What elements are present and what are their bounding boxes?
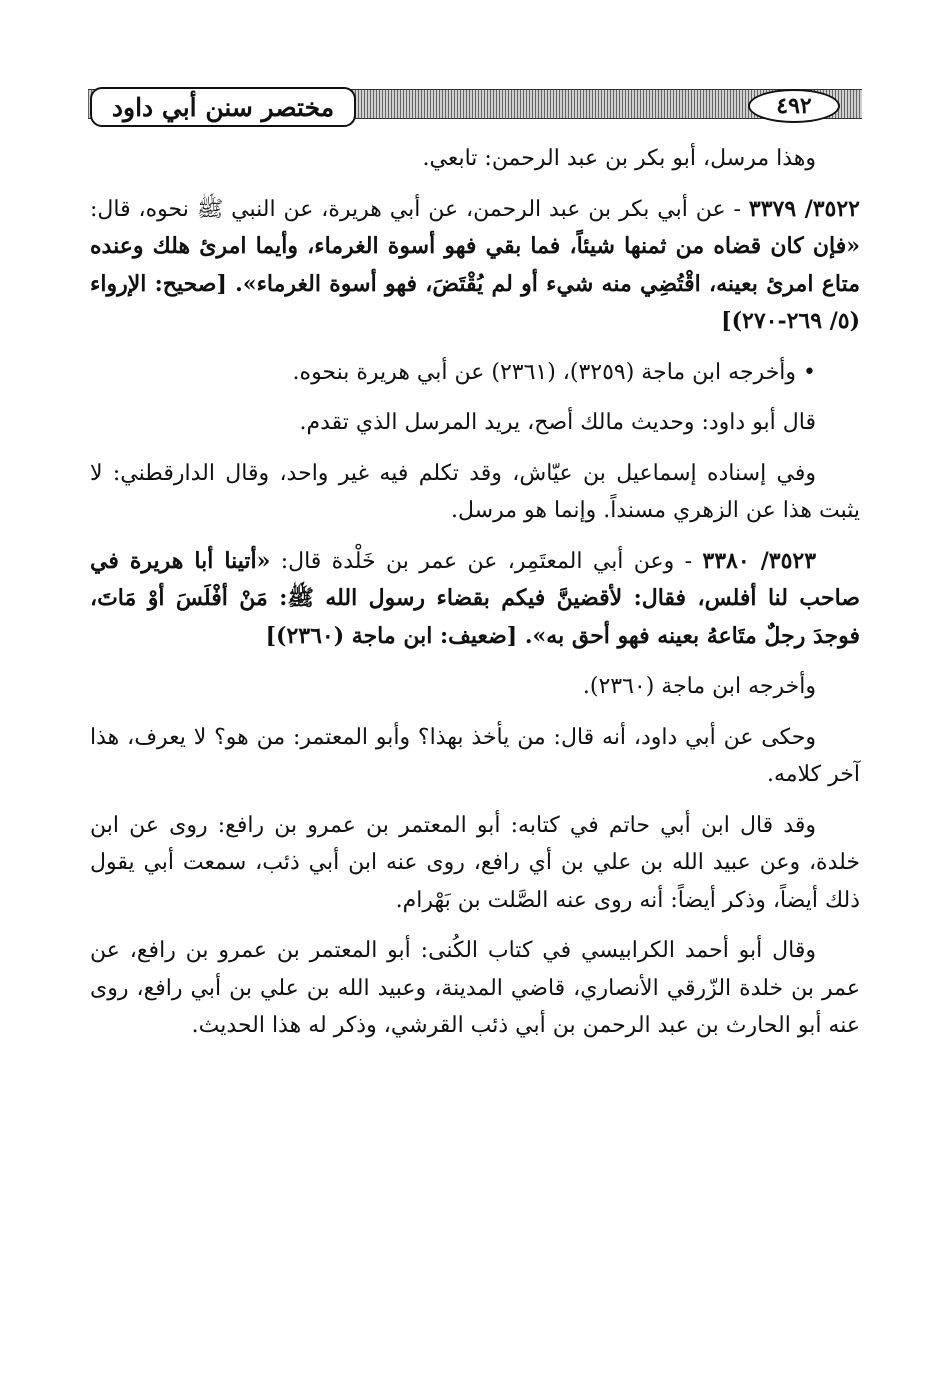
paragraph-text: قال أبو داود: وحديث مالك أصح، يريد المرسل الذي تقدم. — [299, 410, 816, 435]
paragraph-text: وحكى عن أبي داود، أنه قال: من يأخذ بهذا؟ وأبو المعتمر: من هو؟ لا يعرف، هذا آخر كلامه. — [90, 724, 860, 787]
book-title: مختصر سنن أبي داود — [90, 87, 356, 127]
hadith-number: ٣٥٢٣/ ٣٣٨٠ — [702, 547, 817, 574]
hadith-chain: - عن أبي بكر بن عبد الرحمن، عن أبي هريرة، عن النبي ﷺ نحوه، قال: — [90, 196, 741, 222]
paragraph-text: وقال أبو أحمد الكرابيسي في كتاب الكُنى: أبو المعتمر بن عمرو بن رافع، عن عمر بن خلدة الزّرقي الأنصاري، قاضي المدينة، وعبيد الله بن علي بن أبي رافع، روى عنه أبو الحارث بن عبد الرحمن بن أبي ذئب القرشي، وذكر له هذا الحديث. — [90, 938, 860, 1038]
page-number: ٤٩٢ — [748, 89, 840, 123]
paragraph — [90, 807, 860, 920]
paragraph — [90, 354, 860, 392]
paragraph — [90, 140, 860, 178]
paragraph — [90, 455, 860, 530]
hadith-text: «فإن كان قضاه من ثمنها شيئاً، فما بقي فهو أسوة الغرماء، وأيما امرئ هلك وعنده متاع امرئ بعينه، اقْتُضِي منه شيء أو لم يُقْتَضَ، فهو أسوة الغرماء». [صحيح: الإرواء (٥/ ٢٦٩-٢٧٠)] — [90, 233, 860, 334]
paragraph-text: وأخرجه ابن ماجة (٢٣٦٠). — [582, 674, 816, 699]
hadith-text: «أتينا أبا هريرة في صاحب لنا أفلس، فقال: لأقضينَّ فيكم بقضاء رسول الله ﷺ: مَنْ أفْلَسَ أوْ مَاتَ، فوجدَ رجلٌ متَاعهُ بعينه فهو أحق به». [ضعيف: ابن ماجة (٢٣٦٠)] — [90, 547, 860, 649]
paragraph — [90, 719, 860, 794]
hadith-chain: - وعن أبي المعتَمِر، عن عمر بن خَلْدة قال: — [280, 548, 693, 574]
hadith-entry — [90, 543, 860, 656]
paragraph-text: وهذا مرسل، أبو بكر بن عبد الرحمن: تابعي. — [422, 146, 816, 171]
paragraph-text: وفي إسناده إسماعيل بن عيّاش، وقد تكلم فيه غير واحد، وقال الدارقطني: لا يثبت هذا عن الزهري مسنداً. وإنما هو مرسل. — [90, 460, 860, 523]
page-header — [88, 87, 862, 127]
paragraph — [90, 404, 860, 442]
paragraph-text: وقد قال ابن أبي حاتم في كتابه: أبو المعتمر بن عمرو بن رافع: روى عن ابن خلدة، وعن عبيد الله بن علي بن أي رافع، روى عنه ابن أبي ذئب، سمعت أبي يقول ذلك أيضاً، وذكر أيضاً: أنه روى عنه الصَّلت بن بَهْرام. — [90, 812, 860, 913]
paragraph-text: • وأخرجه ابن ماجة (٣٢٥٩)، (٢٣٦١) عن أبي هريرة بنحوه. — [292, 359, 816, 385]
paragraph — [90, 668, 860, 706]
hadith-entry — [90, 191, 860, 341]
page-body — [90, 140, 860, 1058]
paragraph — [90, 932, 860, 1045]
hadith-number: ٣٥٢٢/ ٣٣٧٩ — [748, 195, 860, 222]
